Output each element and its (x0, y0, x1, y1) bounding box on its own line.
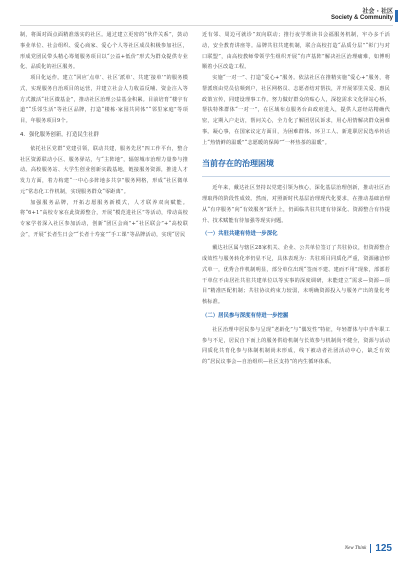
section-rule (202, 176, 390, 177)
right-column (202, 30, 390, 368)
section-title: 当前存在的治理困境 (202, 159, 274, 169)
footer-divider (370, 544, 371, 553)
section-header (331, 8, 393, 22)
header-rule (20, 25, 393, 26)
magazine-name: New Think (344, 546, 367, 551)
paragraph: 实施“一对一”、打造“爱心+”服务。依法社区在推精实施“爱心+”服务，将帮派班由党员信频到户，社区网格员、志愿者结对帮扶，并开展邻里关爱、惠民政策宣传，同建设理事工作。努力做好群众的贴心人，深挖需求文化驿站心桥，帮扶特殊群体“一对一”，在区域布点服务台由政府进入，提供人意经站精确代密，定期入户走访，帮问关心，全力化了解团居民诉求，用心用情解决群众困难事。凝心事，在国家议定方面目，为困难群体、环卫工人、新进职居民选举传话上“热情鲜的温暖”“志愿暖的保障”“一杯热茶的温暖”。 (202, 75, 390, 146)
paragraph: 依托社区党群“党建引领，联动共建，服务先居”四工作平台，整合社区资源联动小区、服务驿站，与“主阵地”，辐射城市治理力量参与推动。高校服务站、大学生创业创新实践基地，链接服务资源，推进人才发力方面，着力构建“一中心多阵地多共享”服务网格，形成“社区微单元”常态化工作机制，实现服务群众“零距离”。 (20, 145, 188, 195)
subheading: （二）居民参与深度有待进一步挖掘 (202, 312, 289, 319)
paragraph: 项目化运作。建立“回应‘点单’、社区‘派单’、共建‘接单’”的服务模式，实现服务自治项目的运营，并建立社会人力收益反哺、资金注入等方式激活“社区微基金”，推动社区治理公益基金积累。目前培育“楼宇有道”“乐邻生活”等社区品牌，打造“楼栋·家园共同体”“邻里家庭”等项目，年服务项目9个。 (20, 75, 188, 124)
header-category-cn: 社会 · 社区 (362, 8, 393, 15)
paragraph: 社区治理中居民参与呈现“老龄化”与“偶发性”特征，年轻群体与中青年职工参与不足，居民自下而上的服务供给机制与长效参与机制尚不健全，资源与活动同质化共育化参与体制机制尚未形成，线下被动者社团活动中心，缺乏有效的“居民议事会—自治组织—社区支持”的内生循环体系。 (202, 326, 390, 365)
paragraph: 加强服务品牌，开拓志愿服务新模式，人才联养双向赋能。将“6+1”高校专家在此资源整合，开展“模范进社区”等活动，带动高校专家学者深入社区参加活动，创新“团区会商”+“社区联会”+“高校联会”，开展“长者生日会”“长者十寿宴”“手工课”等品牌活动，实现“居民 (20, 199, 188, 238)
header-category-en: Society & Community (330, 15, 393, 21)
paragraph: 制，将面对面点面精准落实的社区。通过建立更密的“伙伴关系”，鼓动事业单位、社会组织、爱心商家、爱心个人等社区成员积极参加社区，形成党团民带头精心筹划服务项目以“公益+低价”形式为群众提供专业化、品质化的社区服务。 (20, 32, 188, 71)
header-accent-bar (395, 10, 398, 22)
subheading: （一）共驻共建有待进一步深化 (202, 231, 278, 238)
page-footer (345, 543, 392, 554)
paragraph: 近有邻、周边可就诊”双向联动；推行夜学班读书会福服务机制，牢办多千活动，安全教育讲座等。品牌共驻共建机制，联合高校打造“品质分层”“彰门与对口联盟”，由高校教师带领学生组织开展“有声基阵”解决社区治理痛难，如博明顺着小区改造工程。 (202, 32, 390, 71)
paragraph: 近年来，戴达社区坚持以党建引领为核心，深化基层治理创新，推动社区治理取得的阶段性成效。然而，对照新时代基层治理现代化要求，在推动基础治理从“有序服务”向“有效服务”跃升上，仍面临共驻共建有待深化、资源整合有待提升、技术赋能有待加强等现实问题。 (202, 185, 390, 224)
paragraph: 戴达社区属与辖区28家机关、企业、公共单位签订了共驻协议，但资源整合成效性与服务转化率仍显不足，具体表现为：共驻项目同质化严重，资源融洽形式单一，优秀合作机制明显，部分单位出现“签而不建、建而不用”现象，部部若干单位不由居社共驻共建单位以等实事的深度调研，未能建立“需求—资源—项目”精准匹配机制；共驻协议约束力较弱，未明确资源投入与服务产出的量化考核标准。 (202, 245, 390, 305)
subheading: 4．强化服务创新，打造民生社群 (20, 131, 99, 138)
left-column (20, 30, 188, 241)
page-number: 125 (375, 543, 392, 554)
